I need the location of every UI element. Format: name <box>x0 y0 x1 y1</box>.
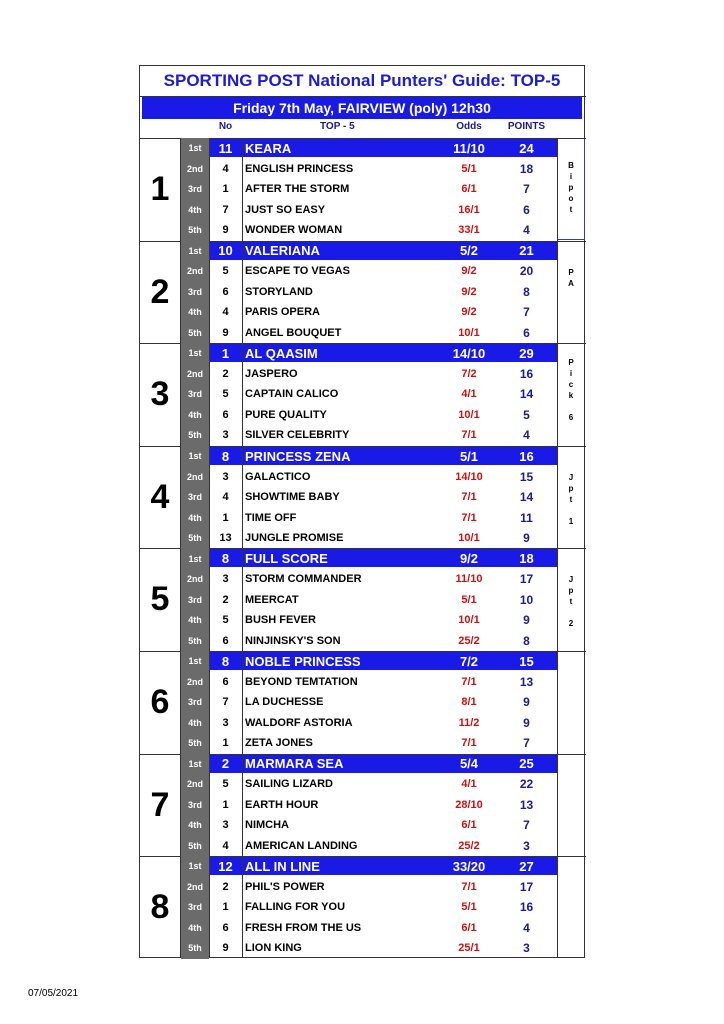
table-row <box>181 672 557 693</box>
horse-number: 11 <box>218 140 233 156</box>
horse-number: 6 <box>222 675 229 688</box>
points-value: 4 <box>523 920 530 935</box>
horse-name: LA DUCHESSE <box>245 696 324 709</box>
table-row <box>181 918 557 939</box>
group-number: 5 <box>150 580 170 619</box>
table-row <box>181 692 557 713</box>
horse-name: PURE QUALITY <box>245 408 327 421</box>
horse-number: 4 <box>222 491 229 504</box>
table-row <box>181 507 557 528</box>
header-odds: Odds <box>456 121 482 132</box>
position-label: 1st <box>188 758 202 769</box>
position-label: 2nd <box>186 266 203 277</box>
table-row <box>181 589 557 610</box>
odds-value: 6/1 <box>461 921 477 934</box>
race-group <box>140 856 586 959</box>
odds-value: 25/1 <box>458 942 480 955</box>
horse-name: SHOWTIME BABY <box>245 491 340 504</box>
horse-name: STORM COMMANDER <box>245 573 362 586</box>
position-label: 2nd <box>186 163 203 174</box>
horse-name: PARIS OPERA <box>245 306 320 319</box>
table-row <box>181 487 557 508</box>
position-label: 3rd <box>187 286 202 297</box>
points-value: 17 <box>519 879 534 894</box>
table-row <box>181 795 557 816</box>
position-label: 3rd <box>187 594 202 605</box>
points-value: 5 <box>523 407 530 422</box>
horse-name: WONDER WOMAN <box>245 224 343 237</box>
horse-name: ALL IN LINE <box>245 858 320 874</box>
horse-number: 5 <box>222 388 229 401</box>
odds-value: 9/2 <box>461 285 477 298</box>
odds-value: 5/1 <box>461 593 477 606</box>
position-label: 4th <box>188 204 202 215</box>
position-label: 2nd <box>186 676 203 687</box>
points-value: 27 <box>519 858 534 874</box>
odds-value: 7/1 <box>461 880 477 893</box>
position-label: 5th <box>188 430 202 441</box>
position-label: 3rd <box>187 697 202 708</box>
position-label: 1st <box>188 245 202 256</box>
horse-name: ESCAPE TO VEGAS <box>245 265 350 278</box>
table-row <box>181 405 557 426</box>
horse-name: JUNGLE PROMISE <box>245 532 344 545</box>
horse-number: 9 <box>222 224 229 237</box>
position-label: 1st <box>188 656 202 667</box>
points-value: 17 <box>519 572 534 587</box>
points-value: 8 <box>523 633 530 648</box>
odds-value: 7/1 <box>461 429 477 442</box>
points-value: 16 <box>519 366 534 381</box>
points-value: 20 <box>519 264 534 279</box>
points-value: 9 <box>523 531 530 546</box>
table-row <box>181 897 557 918</box>
horse-number: 4 <box>222 162 229 175</box>
position-label: 4th <box>188 512 202 523</box>
group-number: 2 <box>150 272 170 311</box>
points-value: 15 <box>519 469 534 484</box>
odds-value: 33/1 <box>458 224 480 237</box>
odds-value: 11/2 <box>458 716 480 729</box>
horse-name: JASPERO <box>245 367 298 380</box>
points-value: 16 <box>519 448 534 464</box>
horse-name: AMERICAN LANDING <box>245 839 358 852</box>
odds-value: 25/2 <box>458 634 480 647</box>
table-row <box>181 466 557 487</box>
odds-value: 28/10 <box>455 798 483 811</box>
table-row <box>181 569 557 590</box>
points-value: 15 <box>519 653 534 669</box>
horse-number: 9 <box>222 942 229 955</box>
odds-value: 6/1 <box>461 819 477 832</box>
winner-row <box>181 856 557 877</box>
horse-number: 5 <box>222 614 229 627</box>
page-title: SPORTING POST National Punters' Guide: TOP-5 <box>163 71 561 90</box>
horse-name: STORYLAND <box>245 285 313 298</box>
group-number: 3 <box>150 375 170 414</box>
horse-name: TIME OFF <box>245 511 297 524</box>
points-value: 7 <box>523 305 530 320</box>
points-value: 6 <box>523 202 530 217</box>
position-label: 1st <box>188 143 202 154</box>
horse-number: 3 <box>222 429 229 442</box>
position-label: 4th <box>188 820 202 831</box>
winner-row <box>181 754 557 775</box>
horse-name: NOBLE PRINCESS <box>245 653 361 669</box>
points-value: 6 <box>523 325 530 340</box>
horse-number: 5 <box>222 265 229 278</box>
table-row <box>181 630 557 651</box>
position-label: 3rd <box>187 184 202 195</box>
winner-row <box>181 138 557 159</box>
odds-value: 5/1 <box>461 901 477 914</box>
horse-name: AL QAASIM <box>245 345 318 361</box>
position-label: 2nd <box>186 471 203 482</box>
position-divider <box>209 138 210 958</box>
number-divider <box>242 138 243 958</box>
position-label: 4th <box>188 307 202 318</box>
side-note: P i c k 6 <box>568 358 574 423</box>
points-value: 24 <box>519 140 534 156</box>
points-value: 22 <box>519 777 534 792</box>
odds-value: 6/1 <box>461 183 477 196</box>
horse-name: AFTER THE STORM <box>245 183 350 196</box>
points-value: 18 <box>519 161 534 176</box>
points-value: 11 <box>520 510 533 525</box>
winner-row <box>181 446 557 467</box>
odds-value: 7/2 <box>459 653 479 669</box>
group-number: 7 <box>150 785 170 824</box>
horse-name: JUST SO EASY <box>245 203 326 216</box>
side-note: P A <box>568 267 574 288</box>
position-label: 2nd <box>186 574 203 585</box>
points-value: 25 <box>519 756 534 772</box>
group-number-divider <box>180 138 181 958</box>
position-label: 5th <box>188 635 202 646</box>
header-points: POINTS <box>507 121 546 132</box>
horse-name: GALACTICO <box>245 470 311 483</box>
odds-value: 5/1 <box>459 448 479 464</box>
table-row <box>181 159 557 180</box>
winner-row <box>181 548 557 569</box>
race-group <box>140 651 586 754</box>
race-group <box>140 446 586 549</box>
group-number: 1 <box>150 170 170 208</box>
side-note: J p t 2 <box>568 575 574 629</box>
table-row <box>181 528 557 549</box>
position-label: 3rd <box>187 799 202 810</box>
points-value: 18 <box>519 551 534 567</box>
horse-name: FRESH FROM THE US <box>245 921 362 934</box>
horse-name: MARMARA SEA <box>245 756 344 772</box>
points-value: 7 <box>523 182 530 197</box>
points-value: 16 <box>519 900 534 915</box>
horse-number: 6 <box>222 921 229 934</box>
horse-name: MEERCAT <box>245 593 299 606</box>
odds-value: 10/1 <box>458 532 480 545</box>
race-group <box>140 138 586 241</box>
horse-name: ZETA JONES <box>245 737 313 750</box>
horse-name: LION KING <box>245 942 302 955</box>
horse-name: PHIL'S POWER <box>245 880 325 893</box>
points-value: 29 <box>519 345 534 361</box>
horse-number: 12 <box>218 858 233 874</box>
odds-value: 11/10 <box>455 573 483 586</box>
group-number: 8 <box>150 888 170 927</box>
race-group <box>140 548 586 651</box>
points-value: 4 <box>523 223 530 238</box>
group-number: 4 <box>150 477 170 516</box>
odds-value: 7/1 <box>461 737 477 750</box>
horse-number: 2 <box>221 756 230 772</box>
odds-value: 14/10 <box>452 345 486 361</box>
title-divider <box>140 96 586 97</box>
table-row <box>181 302 557 323</box>
horse-number: 5 <box>222 778 229 791</box>
horse-name: SILVER CELEBRITY <box>245 429 350 442</box>
position-label: 4th <box>188 615 202 626</box>
horse-number: 9 <box>222 326 229 339</box>
horse-number: 7 <box>222 203 229 216</box>
winner-row <box>181 343 557 364</box>
horse-number: 10 <box>218 243 233 259</box>
odds-value: 8/1 <box>461 696 477 709</box>
points-value: 13 <box>519 797 534 812</box>
position-label: 1st <box>188 861 202 872</box>
horse-number: 3 <box>222 573 229 586</box>
position-label: 4th <box>188 409 202 420</box>
horse-number: 4 <box>222 306 229 319</box>
horse-number: 13 <box>219 532 232 545</box>
horse-name: ANGEL BOUQUET <box>245 326 342 339</box>
table-row <box>181 200 557 221</box>
position-label: 5th <box>188 738 202 749</box>
horse-name: SAILING LIZARD <box>245 778 333 791</box>
horse-number: 6 <box>222 285 229 298</box>
horse-number: 7 <box>222 696 229 709</box>
horse-number: 2 <box>222 593 229 606</box>
table-row <box>181 282 557 303</box>
horse-name: NINJINSKY'S SON <box>245 634 341 647</box>
horse-number: 8 <box>221 448 230 464</box>
position-label: 4th <box>188 717 202 728</box>
points-value: 3 <box>523 941 530 956</box>
position-label: 5th <box>188 943 202 954</box>
odds-value: 5/4 <box>459 756 479 772</box>
winner-row <box>181 651 557 672</box>
table-row <box>181 877 557 898</box>
horse-number: 1 <box>222 183 229 196</box>
points-value: 7 <box>523 736 530 751</box>
horse-number: 1 <box>222 511 229 524</box>
odds-value: 5/2 <box>459 243 479 259</box>
odds-value: 25/2 <box>458 839 480 852</box>
odds-value: 10/1 <box>458 614 480 627</box>
odds-value: 33/20 <box>452 858 486 874</box>
odds-value: 7/2 <box>461 367 477 380</box>
odds-value: 7/1 <box>461 491 477 504</box>
horse-number: 6 <box>222 408 229 421</box>
horse-name: NIMCHA <box>245 819 289 832</box>
position-label: 5th <box>188 533 202 544</box>
position-label: 5th <box>188 225 202 236</box>
group-number: 6 <box>150 683 170 721</box>
header-no: No <box>218 121 233 132</box>
horse-name: ENGLISH PRINCESS <box>245 162 354 175</box>
position-label: 3rd <box>187 902 202 913</box>
table-row <box>181 364 557 385</box>
horse-name: KEARA <box>245 140 292 156</box>
horse-number: 3 <box>222 470 229 483</box>
table-row <box>181 815 557 836</box>
table-row <box>181 220 557 241</box>
position-label: 2nd <box>186 881 203 892</box>
race-subtitle: Friday 7th May, FAIRVIEW (poly) 12h30 <box>142 97 582 119</box>
odds-value: 4/1 <box>461 388 477 401</box>
horse-name: WALDORF ASTORIA <box>245 716 353 729</box>
points-value: 8 <box>523 284 530 299</box>
odds-value: 10/1 <box>458 326 480 339</box>
position-label: 5th <box>188 327 202 338</box>
table-row <box>181 713 557 734</box>
horse-name: FULL SCORE <box>245 551 328 567</box>
horse-number: 8 <box>221 653 230 669</box>
points-value: 9 <box>523 715 530 730</box>
table-row <box>181 938 557 959</box>
points-value: 7 <box>523 818 530 833</box>
table-row <box>181 733 557 754</box>
side-divider <box>557 138 558 958</box>
odds-value: 9/2 <box>461 265 477 278</box>
position-label: 1st <box>188 553 202 564</box>
horse-name: BUSH FEVER <box>245 614 316 627</box>
position-label: 1st <box>188 451 202 462</box>
points-value: 14 <box>519 490 534 505</box>
points-value: 10 <box>519 592 534 607</box>
odds-value: 4/1 <box>461 778 477 791</box>
horse-number: 8 <box>221 551 230 567</box>
race-group <box>140 343 586 446</box>
position-label: 1st <box>188 348 202 359</box>
odds-value: 16/1 <box>458 203 480 216</box>
odds-value: 9/2 <box>461 306 477 319</box>
points-value: 13 <box>519 674 534 689</box>
odds-value: 10/1 <box>458 408 480 421</box>
points-value: 4 <box>523 428 530 443</box>
horse-name: FALLING FOR YOU <box>245 901 346 914</box>
position-label: 2nd <box>186 779 203 790</box>
winner-row <box>181 241 557 262</box>
position-label: 3rd <box>187 389 202 400</box>
side-note: J p t 1 <box>568 472 574 526</box>
table-row <box>181 384 557 405</box>
horse-number: 1 <box>222 737 229 750</box>
horse-number: 2 <box>222 367 229 380</box>
position-label: 3rd <box>187 492 202 503</box>
points-value: 14 <box>519 387 534 402</box>
position-label: 5th <box>188 840 202 851</box>
horse-name: BEYOND TEMTATION <box>245 675 358 688</box>
punters-guide-sheet <box>139 65 585 958</box>
horse-number: 1 <box>222 901 229 914</box>
race-group <box>140 754 586 857</box>
side-note: B i p o t <box>568 161 574 214</box>
table-row <box>181 323 557 344</box>
horse-number: 4 <box>222 839 229 852</box>
horse-number: 6 <box>222 634 229 647</box>
horse-name: VALERIANA <box>245 243 320 259</box>
odds-value: 14/10 <box>455 470 483 483</box>
header-top5: TOP - 5 <box>320 121 355 132</box>
odds-value: 5/1 <box>461 162 477 175</box>
table-row <box>181 179 557 200</box>
race-group <box>140 241 586 344</box>
points-value: 3 <box>523 838 530 853</box>
points-value: 9 <box>523 613 530 628</box>
odds-value: 9/2 <box>459 551 479 567</box>
horse-number: 1 <box>221 345 230 361</box>
horse-name: PRINCESS ZENA <box>245 448 351 464</box>
horse-name: CAPTAIN CALICO <box>245 388 339 401</box>
horse-number: 1 <box>222 798 229 811</box>
odds-value: 7/1 <box>461 675 477 688</box>
points-value: 21 <box>519 243 534 259</box>
odds-value: 7/1 <box>461 511 477 524</box>
horse-name: EARTH HOUR <box>245 798 319 811</box>
position-label: 2nd <box>186 368 203 379</box>
points-value: 9 <box>523 695 530 710</box>
table-row <box>181 836 557 857</box>
horse-number: 3 <box>222 819 229 832</box>
position-label: 4th <box>188 922 202 933</box>
footer-date: 07/05/2021 <box>28 988 79 999</box>
table-row <box>181 425 557 446</box>
table-row <box>181 261 557 282</box>
horse-number: 3 <box>222 716 229 729</box>
horse-number: 2 <box>222 880 229 893</box>
table-row <box>181 774 557 795</box>
odds-value: 11/10 <box>453 140 485 156</box>
table-row <box>181 610 557 631</box>
